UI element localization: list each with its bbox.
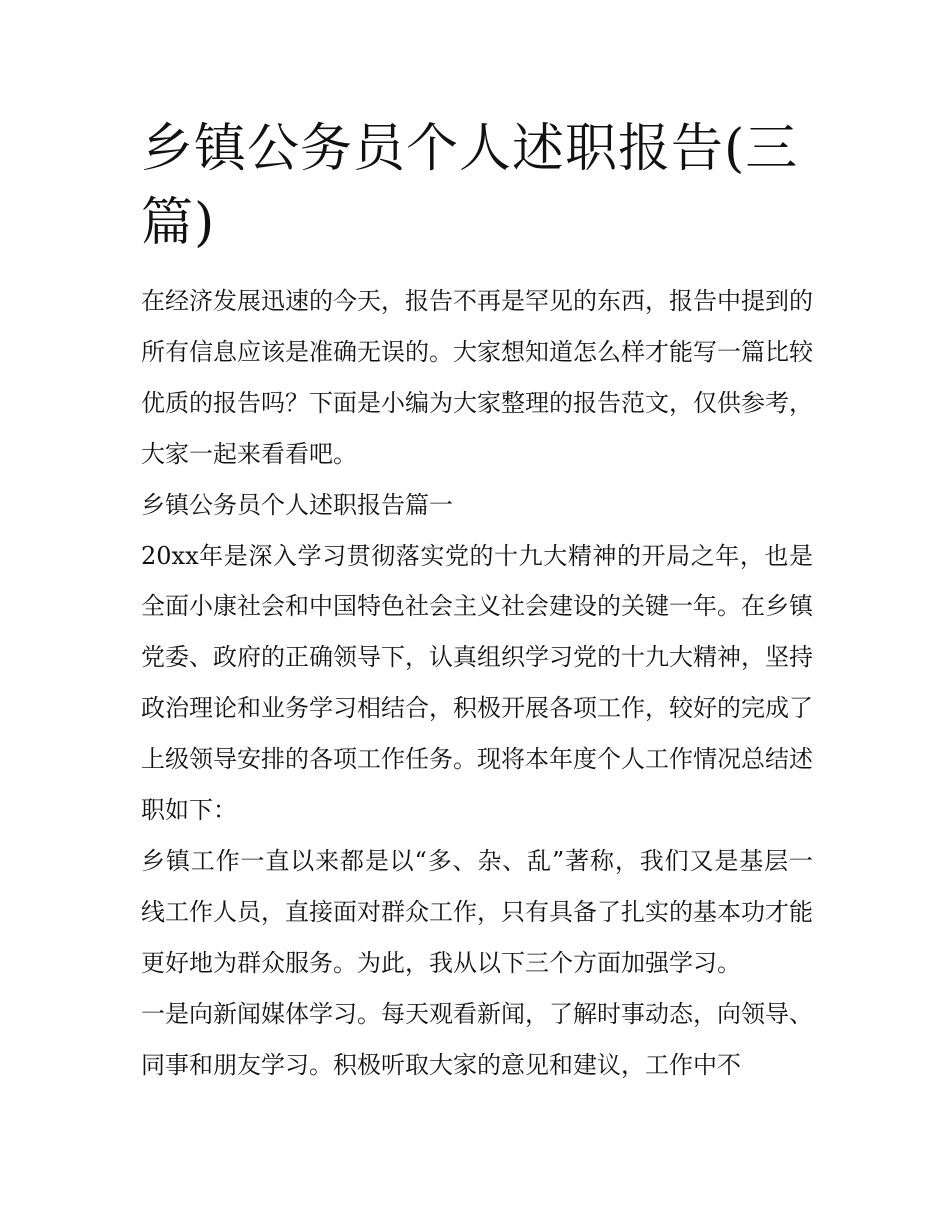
body-paragraph: 乡镇工作一直以来都是以“多、杂、乱”著称，我们又是基层一线工作人员，直接面对群众工作，只有具备了扎实的基本功才能更好地为群众服务。为此，我从以下三个方面加强学习。 xyxy=(141,846,813,977)
body-paragraph: 一是向新闻媒体学习。每天观看新闻，了解时事动态，向领导、同事和朋友学习。积极听取大家的意见和建议，工作中不 xyxy=(141,999,813,1079)
section-heading: 乡镇公务员个人述职报告篇一 xyxy=(141,490,453,519)
intro-paragraph: 在经济发展迅速的今天，报告不再是罕见的东西，报告中提到的所有信息应该是准确无误的。大家想知道怎么样才能写一篇比较优质的报告吗？下面是小编为大家整理的报告范文，仅供参考，大家一起来看看吧。 xyxy=(141,287,813,468)
document-title: 乡镇公务员个人述职报告(三篇) xyxy=(141,119,799,253)
document-body xyxy=(141,276,813,1091)
body-paragraph: 20xx年是深入学习贯彻落实党的十九大精神的开局之年，也是全面小康社会和中国特色社会主义社会建设的关键一年。在乡镇党委、政府的正确领导下，认真组织学习党的十九大精神，坚持政治理论和业务学习相结合，积极开展各项工作，较好的完成了上级领导安排的各项工作任务。现将本年度个人工作情况总结述职如下： xyxy=(141,541,813,825)
